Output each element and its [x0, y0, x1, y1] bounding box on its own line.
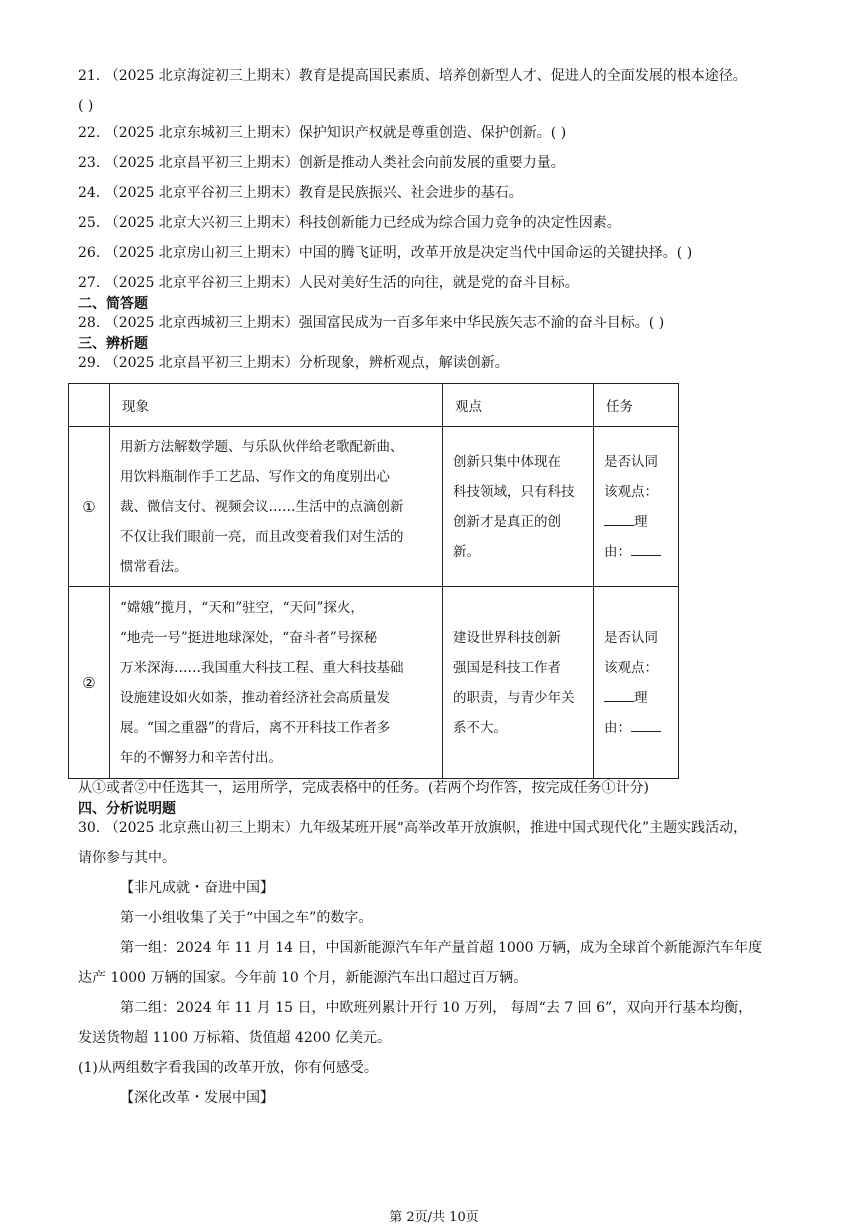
cell-line: 系不大。 — [453, 719, 507, 736]
question-28 — [78, 313, 664, 333]
cell-line: 是否认同 — [604, 453, 658, 470]
task-cell — [594, 587, 679, 779]
subsection-title: 【非凡成就・奋进中国】 — [120, 880, 274, 896]
question-text: （2025 北京大兴初三上期末）科技创新能力已经成为综合国力竞争的决定性因素。 — [104, 215, 621, 231]
phenomenon-cell — [110, 427, 443, 587]
row-index: ② — [69, 587, 110, 779]
answer-paren: ( ) — [78, 98, 94, 114]
cell-line — [604, 713, 668, 743]
paragraph: 第一小组收集了关于“中国之车”的数字。 — [120, 910, 373, 926]
phenomenon-cell — [110, 587, 443, 779]
answer-blank[interactable] — [631, 541, 661, 556]
answer-blank[interactable] — [604, 511, 634, 526]
paragraph: 第二组：2024 年 11 月 15 日，中欧班列累计开行 10 万列， 每周“去 7 回 6”，双向开行基本均衡， — [120, 1000, 753, 1016]
header-task: 任务 — [594, 384, 679, 427]
question-number: 24. — [78, 185, 101, 201]
question-text: （2025 北京海淀初三上期末）教育是提高国民素质、培养创新型人才、促进人的全面发展的根本途径。 — [104, 68, 747, 84]
question-number: 27. — [78, 275, 101, 291]
question-text: （2025 北京平谷初三上期末）教育是民族振兴、社会进步的基石。 — [104, 185, 523, 201]
table-row — [69, 427, 679, 587]
cell-line: 用新方法解数学题、与乐队伙伴给老歌配新曲、 — [120, 438, 404, 455]
view-cell — [443, 427, 594, 587]
table-row — [69, 587, 679, 779]
cell-text: 由： — [604, 719, 631, 736]
question-text: （2025 北京西城初三上期末）强国富民成为一百多年来中华民族矢志不渝的奋斗目标。( ) — [104, 315, 665, 331]
question-30 — [78, 818, 747, 838]
section-heading-explanation: 四、分析说明题 — [78, 801, 176, 817]
question-number: 23. — [78, 155, 101, 171]
sub-question: (1)从两组数字看我国的改革开放，你有何感受。 — [78, 1060, 378, 1076]
cell-line: 科技领域，只有科技 — [453, 483, 575, 500]
question-27 — [78, 273, 579, 293]
question-25 — [78, 213, 621, 233]
cell-line: 该观点： — [604, 659, 658, 676]
cell-line: 万米深海……我国重大科技工程、重大科技基础 — [120, 659, 404, 676]
cell-line: 展。“国之重器”的背后，离不开科技工作者多 — [120, 719, 391, 736]
cell-line: 新。 — [453, 543, 480, 560]
cell-text: 理 — [634, 513, 648, 530]
section-heading-analysis: 三、辨析题 — [78, 336, 148, 352]
question-23 — [78, 153, 565, 173]
view-cell — [443, 587, 594, 779]
table-header-row — [69, 384, 679, 427]
table-note: 从①或者②中任选其一，运用所学，完成表格中的任务。(若两个均作答，按完成任务①计分) — [78, 780, 649, 796]
question-text: （2025 北京昌平初三上期末）分析现象，辨析观点，解读创新。 — [104, 355, 509, 371]
question-text: （2025 北京昌平初三上期末）创新是推动人类社会向前发展的重要力量。 — [104, 155, 565, 171]
paragraph: 发送货物超 1100 万标箱、货值超 4200 亿美元。 — [78, 1030, 392, 1046]
question-24 — [78, 183, 523, 203]
cell-line: 创新只集中体现在 — [453, 453, 561, 470]
question-text: （2025 北京平谷初三上期末）人民对美好生活的向往，就是党的奋斗目标。 — [104, 275, 579, 291]
question-22 — [78, 123, 566, 143]
cell-line — [604, 507, 668, 537]
cell-line: 不仅让我们眼前一亮，而且改变着我们对生活的 — [120, 528, 404, 545]
cell-line: 的职责，与青少年关 — [453, 689, 575, 706]
cell-line — [604, 683, 668, 713]
paragraph: 第一组：2024 年 11 月 14 日，中国新能源汽车年产量首超 1000 万辆，成为全球首个新能源汽车年度 — [120, 940, 763, 956]
question-26 — [78, 243, 692, 263]
cell-line: 用饮料瓶制作手工艺品、写作文的角度别出心 — [120, 468, 390, 485]
cell-line: 该观点： — [604, 483, 658, 500]
paragraph: 达产 1000 万辆的国家。今年前 10 个月，新能源汽车出口超过百万辆。 — [78, 970, 528, 986]
question-number: 25. — [78, 215, 101, 231]
header-phenomenon: 现象 — [110, 384, 443, 427]
page-footer: 第 2页/共 10页 — [389, 1210, 479, 1225]
table-corner-cell — [69, 384, 110, 427]
cell-line: 建设世界科技创新 — [453, 629, 561, 646]
question-number: 29. — [78, 355, 101, 371]
question-21 — [78, 66, 747, 86]
answer-blank[interactable] — [631, 717, 661, 732]
cell-line: 惯常看法。 — [120, 558, 188, 575]
cell-line: 是否认同 — [604, 629, 658, 646]
question-30-cont: 请你参与其中。 — [78, 850, 176, 866]
question-text: （2025 北京东城初三上期末）保护知识产权就是尊重创造、保护创新。( ) — [104, 125, 567, 141]
question-number: 28. — [78, 315, 101, 331]
analysis-table — [68, 383, 679, 779]
cell-line: “地壳一号”挺进地球深处，“奋斗者”号探秘 — [120, 629, 378, 646]
subsection-title: 【深化改革・发展中国】 — [120, 1090, 274, 1106]
cell-line: 裁、微信支付、视频会议……生活中的点滴创新 — [120, 498, 404, 515]
question-text: （2025 北京房山初三上期末）中国的腾飞证明，改革开放是决定当代中国命运的关键抉择。( ) — [104, 245, 693, 261]
question-number: 30. — [78, 820, 101, 836]
cell-line: 设施建设如火如荼，推动着经济社会高质量发 — [120, 689, 390, 706]
question-29 — [78, 353, 509, 373]
cell-text: 由： — [604, 543, 631, 560]
cell-line: 年的不懈努力和辛苦付出。 — [120, 749, 282, 766]
row-index: ① — [69, 427, 110, 587]
task-cell — [594, 427, 679, 587]
cell-line: “嫦娥”揽月，“天和”驻空，“天问”探火， — [120, 599, 364, 616]
question-text: 21. — [78, 68, 101, 84]
cell-text: 理 — [634, 689, 648, 706]
question-number: 22. — [78, 125, 101, 141]
answer-blank[interactable] — [604, 687, 634, 702]
cell-line: 强国是科技工作者 — [453, 659, 561, 676]
question-number: 26. — [78, 245, 101, 261]
question-text: （2025 北京燕山初三上期末）九年级某班开展“高举改革开放旗帜，推进中国式现代化”主题实践活动， — [104, 820, 748, 836]
cell-line: 创新才是真正的创 — [453, 513, 561, 530]
header-view: 观点 — [443, 384, 594, 427]
cell-line — [604, 537, 668, 567]
section-heading-short-answer: 二、简答题 — [78, 296, 148, 312]
